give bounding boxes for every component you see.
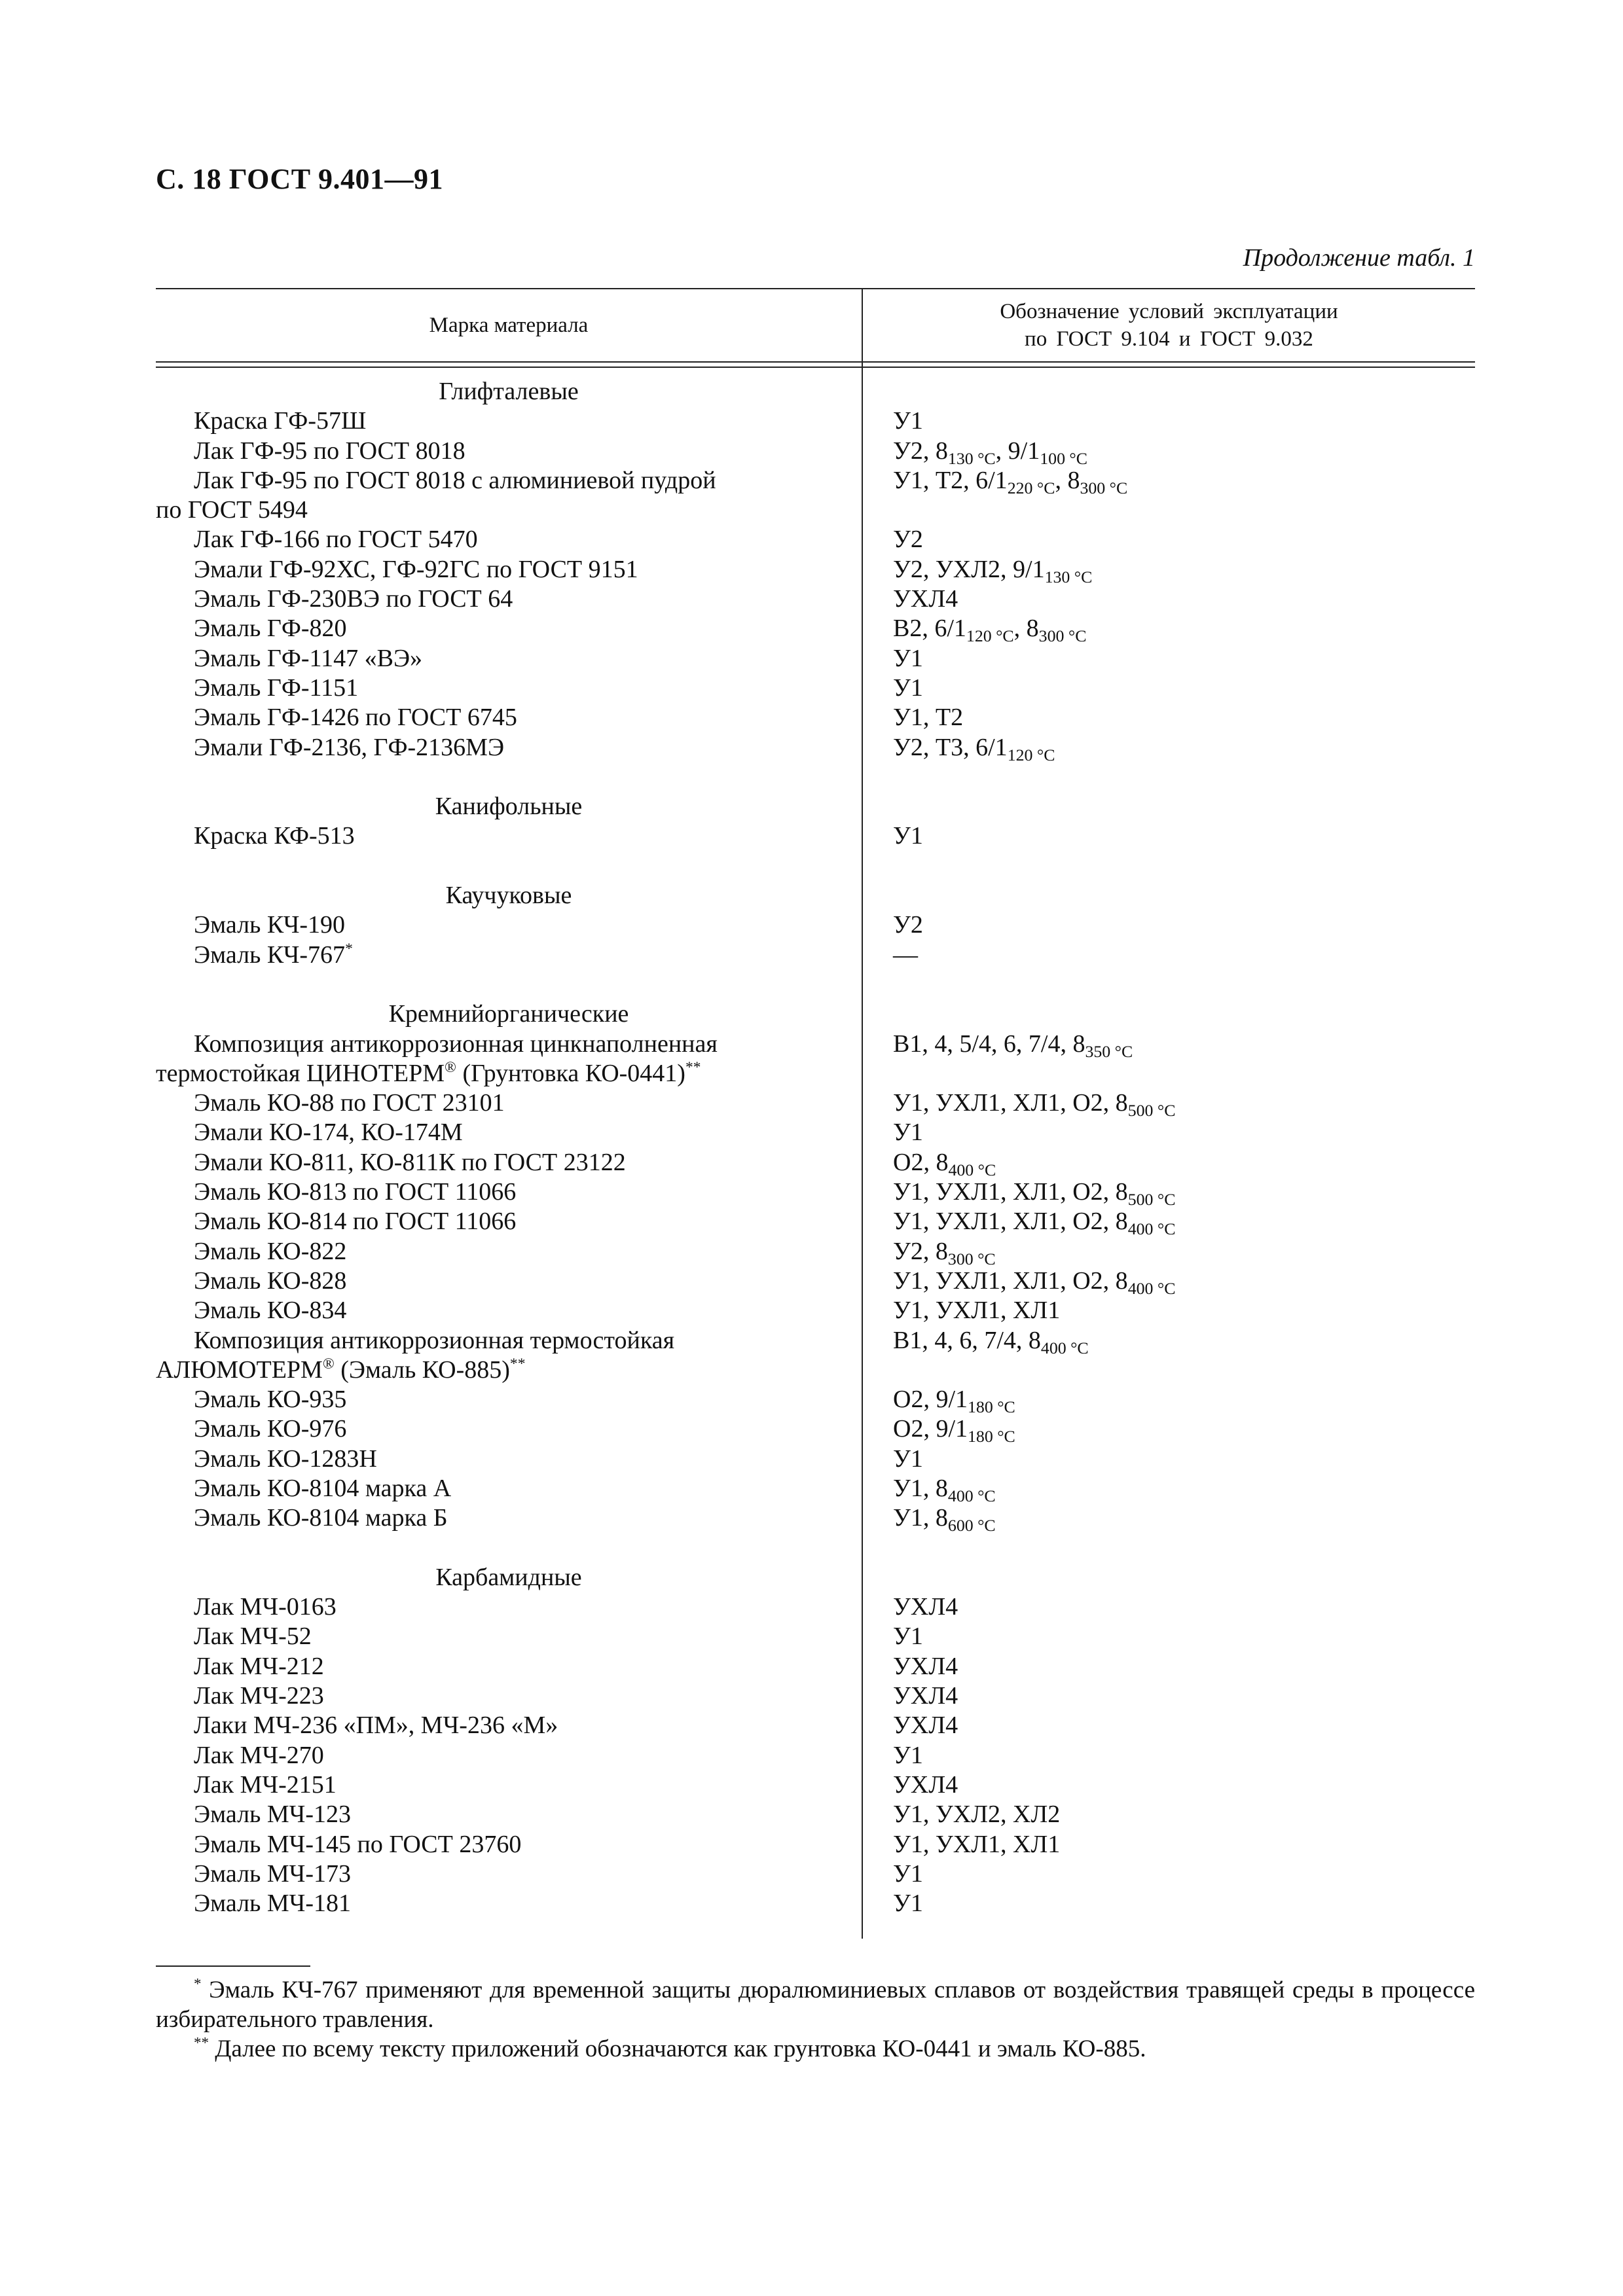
material-name-cell: Эмаль КО-88 по ГОСТ 23101	[194, 1089, 505, 1117]
conditions-cell: УХЛ4	[893, 1682, 958, 1710]
conditions-cell: У2	[893, 911, 923, 939]
material-name-cell: Эмаль ГФ-1426 по ГОСТ 6745	[194, 704, 517, 732]
conditions-cell: У2, $8_{300 ^\circ C}$	[893, 1237, 996, 1268]
material-name-cell: Эмаль КО-8104 марка А	[194, 1474, 452, 1502]
table-row	[156, 1859, 1475, 1889]
conditions-cell: У1	[893, 644, 923, 672]
conditions-cell: У2, $8_{130 ^\circ C}$, $9/1_{100 ^\circ C}$	[893, 437, 1087, 468]
table-group-heading-row	[156, 999, 1475, 1029]
column-header-conditions	[863, 289, 1475, 361]
table-row	[156, 821, 1475, 851]
conditions-cell: У1	[893, 1119, 923, 1147]
conditions-cell: У1	[893, 1859, 923, 1888]
material-name-cell: Эмаль КО-822	[194, 1237, 347, 1265]
column-header-conditions-line2: по ГОСТ 9.104 и ГОСТ 9.032	[1025, 327, 1313, 351]
material-name-cell: Лак МЧ-2151	[194, 1770, 337, 1799]
material-name-cell: Лак МЧ-212	[194, 1652, 324, 1680]
material-name-cell: Лак ГФ-95 по ГОСТ 8018	[194, 437, 465, 465]
materials-table-body	[156, 377, 1475, 1918]
table-spacer-row	[156, 762, 1475, 792]
table-row	[156, 1800, 1475, 1829]
table-spacer-row	[156, 970, 1475, 999]
table-row	[156, 910, 1475, 940]
conditions-cell: У1	[893, 1741, 923, 1769]
conditions-cell: У2, Т3, $6/1_{120 ^\circ C}$	[893, 733, 1055, 764]
table-row	[156, 1889, 1475, 1918]
material-name-cell: Эмаль ГФ-230ВЭ по ГОСТ 64	[194, 585, 513, 613]
material-name-cell: по ГОСТ 5494	[156, 496, 308, 524]
material-name-cell: Эмаль МЧ-123	[194, 1801, 352, 1829]
material-name-cell: Эмаль КО-8104 марка Б	[194, 1504, 448, 1532]
conditions-cell: У2, УХЛ2, $9/1_{130 ^\circ C}$	[893, 555, 1093, 586]
conditions-cell	[862, 999, 1475, 1029]
group-heading: Глифталевые	[439, 378, 579, 405]
conditions-cell: У1, Т2, $6/1_{220 ^\circ C}$, $8_{300 ^\circ C}$	[893, 466, 1128, 497]
table-header-rule-2	[156, 367, 1475, 368]
conditions-cell: У1	[893, 673, 923, 702]
material-name-cell: Эмаль КО-834	[194, 1297, 347, 1325]
table-row	[156, 1622, 1475, 1651]
conditions-cell: У1, УХЛ1, ХЛ1, О2, $8_{500 ^\circ C}$	[893, 1178, 1176, 1209]
conditions-cell: О2, $9/1_{180 ^\circ C}$	[893, 1386, 1015, 1416]
table-group-heading-row	[156, 1563, 1475, 1592]
conditions-cell: У1, УХЛ1, ХЛ1, О2, $8_{400 ^\circ C}$	[893, 1208, 1176, 1239]
column-header-conditions-line1: Обозначение условий эксплуатации	[1000, 300, 1338, 323]
conditions-cell: УХЛ4	[893, 585, 958, 613]
table-row	[156, 495, 1475, 525]
table-row	[156, 673, 1475, 703]
table-row	[156, 466, 1475, 495]
conditions-cell: У1	[893, 822, 923, 850]
conditions-cell	[862, 377, 1475, 406]
conditions-cell: УХЛ4	[893, 1652, 958, 1680]
table-row	[156, 614, 1475, 646]
table-row	[156, 1118, 1475, 1147]
group-heading: Карбамидные	[435, 1563, 582, 1591]
table-row	[156, 1177, 1475, 1207]
conditions-cell: У1	[893, 1890, 923, 1918]
conditions-cell	[862, 792, 1475, 821]
table-row	[156, 1385, 1475, 1414]
material-name-cell: Эмаль КО-976	[194, 1415, 347, 1443]
table-row	[156, 1414, 1475, 1444]
material-name-cell: Эмали ГФ-2136, ГФ-2136МЭ	[194, 733, 505, 761]
table-row	[156, 525, 1475, 554]
table-row	[156, 941, 1475, 970]
table-row	[156, 1237, 1475, 1266]
material-name-cell: Эмаль КО-828	[194, 1266, 347, 1295]
table-spacer-row	[156, 1534, 1475, 1563]
column-header-material: Марка материала	[429, 313, 589, 337]
table-row	[156, 1444, 1475, 1474]
page-header: С. 18 ГОСТ 9.401—91	[156, 163, 444, 195]
conditions-cell: В1, 4, 6, 7/4, $8_{400 ^\circ C}$	[893, 1326, 1089, 1357]
conditions-cell: У1, УХЛ2, ХЛ2	[893, 1801, 1061, 1829]
table-group-heading-row	[156, 792, 1475, 821]
material-name-cell: Эмаль МЧ-145 по ГОСТ 23760	[194, 1830, 522, 1858]
conditions-cell	[862, 881, 1475, 910]
material-name-cell: термостойкая ЦИНОТЕРМ® (Грунтовка КО-0441)**	[156, 1058, 701, 1087]
table-row	[156, 1652, 1475, 1681]
material-name-cell: Лак МЧ-52	[194, 1623, 312, 1651]
material-name-cell: Эмаль КО-935	[194, 1386, 347, 1414]
table-row	[156, 1681, 1475, 1711]
table-row	[156, 555, 1475, 584]
conditions-cell: У1, УХЛ1, ХЛ1, О2, $8_{500 ^\circ C}$	[893, 1089, 1176, 1120]
footnote-rule	[156, 1965, 310, 1967]
table-row	[156, 1830, 1475, 1859]
group-heading: Каучуковые	[445, 882, 572, 910]
footnote: ** Далее по всему тексту приложений обозначаются как грунтовка КО-0441 и эмаль КО-885.	[194, 2034, 1146, 2062]
table-row	[156, 1148, 1475, 1177]
table-row	[156, 1503, 1475, 1533]
material-name-cell: Эмаль КЧ-767*	[194, 940, 353, 969]
table-row	[156, 703, 1475, 732]
table-row	[156, 1207, 1475, 1239]
conditions-cell: У1	[893, 1623, 923, 1651]
conditions-cell	[862, 1355, 1475, 1385]
conditions-cell: —	[893, 941, 918, 969]
conditions-cell	[862, 1563, 1475, 1592]
material-name-cell: Лак МЧ-0163	[194, 1593, 337, 1621]
material-name-cell: Композиция антикоррозионная термостойкая	[194, 1326, 675, 1354]
conditions-cell: У1, Т2	[893, 704, 964, 732]
conditions-cell: У1	[893, 1444, 923, 1473]
conditions-cell: О2, $8_{400 ^\circ C}$	[893, 1148, 996, 1179]
table-row	[156, 644, 1475, 673]
table-row	[156, 406, 1475, 436]
material-name-cell: Эмаль КО-813 по ГОСТ 11066	[194, 1178, 517, 1206]
material-name-cell: Эмаль КЧ-190	[194, 911, 346, 939]
material-name-cell: Лак ГФ-95 по ГОСТ 8018 с алюминиевой пудрой	[194, 466, 716, 494]
conditions-cell: У1	[893, 407, 923, 435]
table-row	[156, 1474, 1475, 1503]
table-row	[156, 437, 1475, 466]
material-name-cell: Лак ГФ-166 по ГОСТ 5470	[194, 526, 478, 554]
table-spacer-row	[156, 852, 1475, 881]
material-name-cell: Эмаль МЧ-181	[194, 1890, 352, 1918]
conditions-cell: У2	[893, 526, 923, 554]
material-name-cell: Эмаль ГФ-1147 «ВЭ»	[194, 644, 423, 672]
table-group-heading-row	[156, 377, 1475, 406]
footnote: * Эмаль КЧ-767 применяют для временной защиты дюралюминиевых сплавов от воздействия травящей среды в процессе избирательного травления.	[156, 1975, 1475, 2033]
conditions-cell: У1, УХЛ1, ХЛ1	[893, 1297, 1061, 1325]
material-name-cell: Краска ГФ-57Ш	[194, 407, 367, 435]
table-row	[156, 1088, 1475, 1118]
material-name-cell: Композиция антикоррозионная цинкнаполненная	[194, 1030, 718, 1058]
table-group-heading-row	[156, 881, 1475, 910]
conditions-cell: О2, $9/1_{180 ^\circ C}$	[893, 1415, 1015, 1446]
material-name-cell: Эмали КО-174, КО-174М	[194, 1119, 463, 1147]
table-row	[156, 1592, 1475, 1622]
material-name-cell: АЛЮМОТЕРМ® (Эмаль КО-885)**	[156, 1355, 526, 1384]
conditions-cell: У1, УХЛ1, ХЛ1, О2, $8_{400 ^\circ C}$	[893, 1266, 1176, 1298]
material-name-cell: Лак МЧ-270	[194, 1741, 324, 1769]
table-row	[156, 1711, 1475, 1740]
conditions-cell: У1, $8_{600 ^\circ C}$	[893, 1504, 996, 1535]
material-name-cell: Эмали ГФ-92ХС, ГФ-92ГС по ГОСТ 9151	[194, 555, 638, 583]
material-name-cell: Эмаль КО-814 по ГОСТ 11066	[194, 1208, 517, 1236]
table-row	[156, 584, 1475, 614]
material-name-cell: Эмали КО-811, КО-811К по ГОСТ 23122	[194, 1148, 626, 1176]
table-row	[156, 1266, 1475, 1296]
table-row	[156, 1059, 1475, 1088]
footnotes	[156, 1975, 1475, 2064]
table-row	[156, 1770, 1475, 1800]
conditions-cell	[862, 1059, 1475, 1088]
conditions-cell: У1, УХЛ1, ХЛ1	[893, 1830, 1061, 1858]
table-row	[156, 1355, 1475, 1385]
material-name-cell: Лак МЧ-223	[194, 1682, 324, 1710]
table-row	[156, 1296, 1475, 1325]
conditions-cell: У1, $8_{400 ^\circ C}$	[893, 1474, 996, 1505]
material-name-cell: Эмаль ГФ-820	[194, 615, 347, 643]
material-name-cell: Лаки МЧ-236 «ПМ», МЧ-236 «М»	[194, 1712, 558, 1740]
material-name-cell: Эмаль МЧ-173	[194, 1859, 352, 1888]
table-row	[156, 733, 1475, 762]
conditions-cell: УХЛ4	[893, 1593, 958, 1621]
table-row	[156, 1741, 1475, 1770]
conditions-cell: В2, $6/1_{120 ^\circ C}$, $8_{300 ^\circ C}$	[893, 615, 1087, 646]
conditions-cell: В1, 4, 5/4, 6, 7/4, $8_{350 ^\circ C}$	[893, 1030, 1133, 1061]
material-name-cell: Эмаль ГФ-1151	[194, 673, 359, 702]
conditions-cell	[862, 495, 1475, 525]
table-row	[156, 1030, 1475, 1059]
group-heading: Кремнийорганические	[388, 1000, 629, 1028]
conditions-cell: УХЛ4	[893, 1712, 958, 1740]
table-row	[156, 1326, 1475, 1355]
table-header-rule-1	[156, 361, 1475, 363]
material-name-cell: Краска КФ-513	[194, 822, 355, 850]
conditions-cell: УХЛ4	[893, 1770, 958, 1799]
table-continuation-label: Продолжение табл. 1	[1243, 244, 1475, 272]
material-name-cell: Эмаль КО-1283Н	[194, 1444, 377, 1473]
group-heading: Канифольные	[435, 793, 583, 821]
